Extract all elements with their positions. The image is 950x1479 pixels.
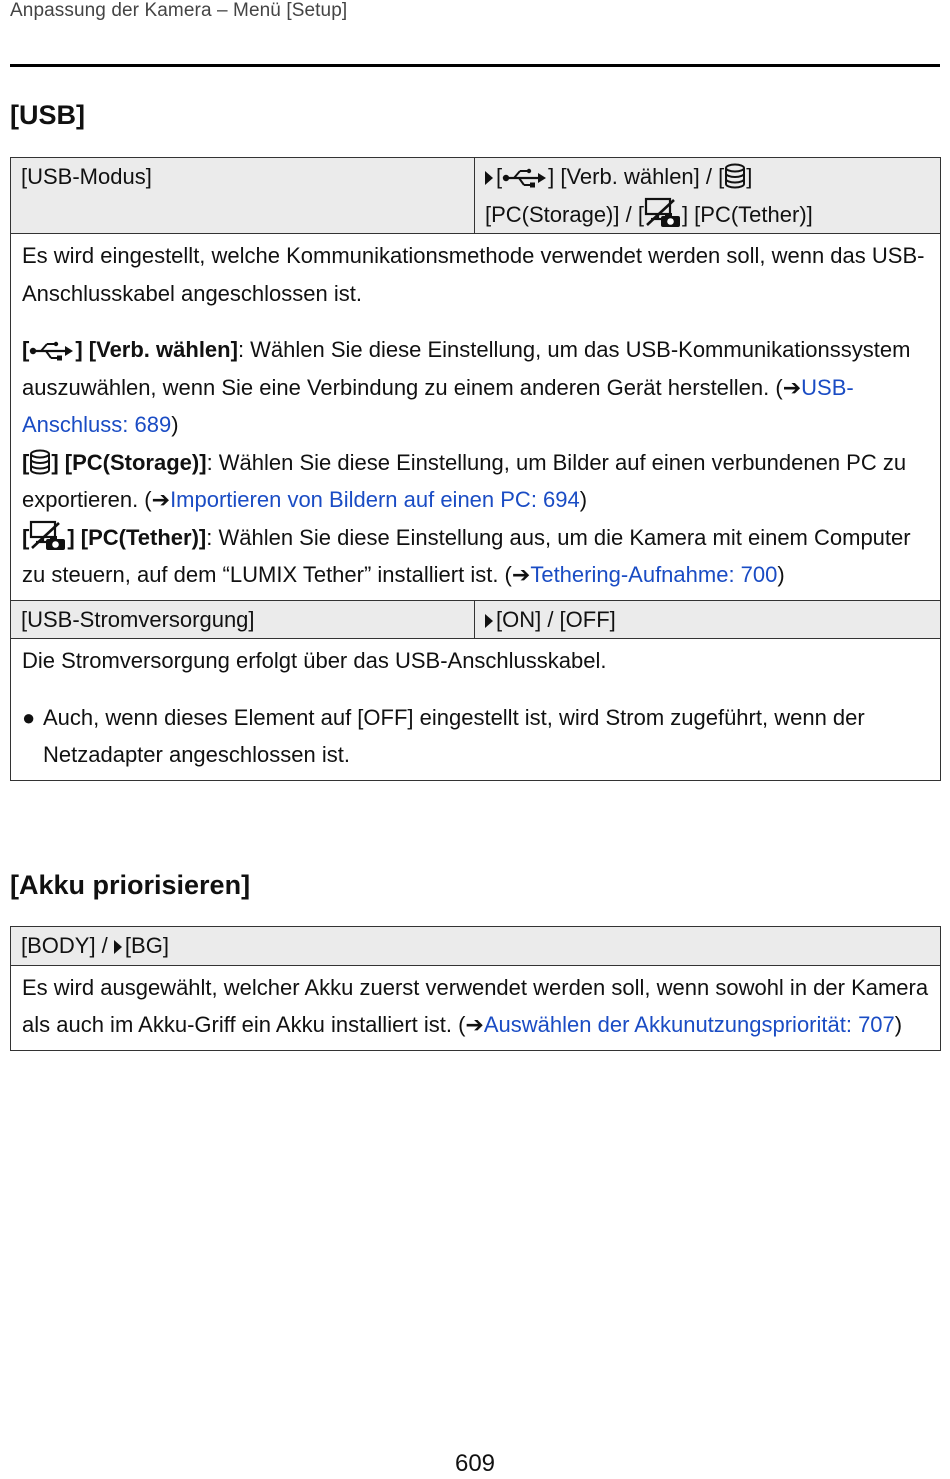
link-usb-connection[interactable]: USB-Anschluss: 689: [22, 374, 854, 437]
battery-options: [BODY] / [BG]: [11, 927, 941, 966]
tether-icon: [29, 520, 67, 551]
usb-power-note-text: Auch, wenn dieses Element auf [OFF] eingestellt ist, wird Strom zugeführt, wenn der Netzadapter angeschlossen ist.: [43, 704, 865, 767]
usb-icon: [29, 341, 75, 363]
battery-description-cell: [11, 965, 941, 1050]
usb-power-description: Die Stromversorgung erfolgt über das USB-Anschlusskabel.: [22, 648, 607, 673]
storage-icon: [724, 163, 746, 190]
usb-power-body-row: [11, 639, 941, 781]
section-title-battery: [Akku priorisieren]: [10, 870, 251, 900]
battery-settings-table: [10, 926, 941, 1051]
usb-icon: [502, 168, 548, 190]
usb-mode-item-verb: [ ] [Verb. wählen]: Wählen Sie diese Einstellung, um das USB-Kommunikationssystem auszuwählen, wenn Sie eine Verbindung zu einem anderen Gerät herstellen. (➔USB-Anschluss: 689): [22, 337, 911, 437]
triangle-marker-icon: [485, 171, 493, 185]
link-import-images[interactable]: Importieren von Bildern auf einen PC: 694: [170, 487, 580, 512]
link-battery-priority[interactable]: Auswählen der Akkunutzungspriorität: 707: [483, 1012, 895, 1037]
arrow-icon: ➔: [151, 487, 171, 512]
usb-mode-label: [USB-Modus]: [11, 158, 475, 234]
usb-power-header-row: [11, 600, 941, 639]
section-title-usb: [USB]: [10, 100, 85, 130]
page-number: 609: [454, 1450, 496, 1477]
battery-header-row: [11, 927, 941, 966]
battery-description: Es wird ausgewählt, welcher Akku zuerst verwendet werden soll, wenn sowohl in der Kamera als auch im Akku-Griff ein Akku installiert ist. (➔Auswählen der Akkunutzungspriorität: 707): [22, 974, 929, 1037]
usb-mode-options: [ ] [Verb. wählen] / [ ] [PC(Storage)] / [ ] [PC(Tether)]: [475, 158, 941, 234]
usb-power-options: [ON] / [OFF]: [475, 600, 941, 639]
battery-body-row: [11, 965, 941, 1050]
triangle-marker-icon: [485, 614, 493, 628]
usb-settings-table: [10, 157, 941, 781]
usb-mode-description: Es wird eingestellt, welche Kommunikationsmethode verwendet werden soll, wenn das USB-Anschlusskabel angeschlossen ist.: [22, 243, 925, 306]
bullet-icon: ●: [22, 704, 36, 730]
usb-power-note: [22, 699, 929, 774]
arrow-icon: ➔: [511, 562, 531, 587]
usb-mode-header-row: [11, 158, 941, 234]
usb-mode-item-storage: [ ] [PC(Storage)]: Wählen Sie diese Einstellung, um Bilder auf einen verbundenen PC zu exportieren. (➔Importieren von Bildern auf einen PC: 694): [22, 449, 907, 512]
triangle-marker-icon: [114, 940, 122, 954]
storage-icon: [29, 449, 51, 476]
link-tethering[interactable]: Tethering-Aufnahme: 700: [530, 562, 778, 587]
usb-power-description-cell: [11, 639, 941, 781]
usb-mode-body-row: [11, 234, 941, 601]
page-header: Anpassung der Kamera – Menü [Setup]: [10, 0, 348, 21]
header-rule: [10, 64, 940, 67]
usb-power-label: [USB-Stromversorgung]: [11, 600, 475, 639]
tether-icon: [644, 197, 682, 228]
usb-mode-item-tether: [ ] [PC(Tether)]: Wählen Sie diese Einstellung aus, um die Kamera mit einem Computer zu steuern, auf dem “LUMIX Tether” installiert ist. (➔Tethering-Aufnahme: 700): [22, 519, 929, 594]
arrow-icon: ➔: [782, 374, 802, 400]
usb-mode-description-cell: [11, 234, 941, 601]
arrow-icon: ➔: [465, 1012, 484, 1037]
